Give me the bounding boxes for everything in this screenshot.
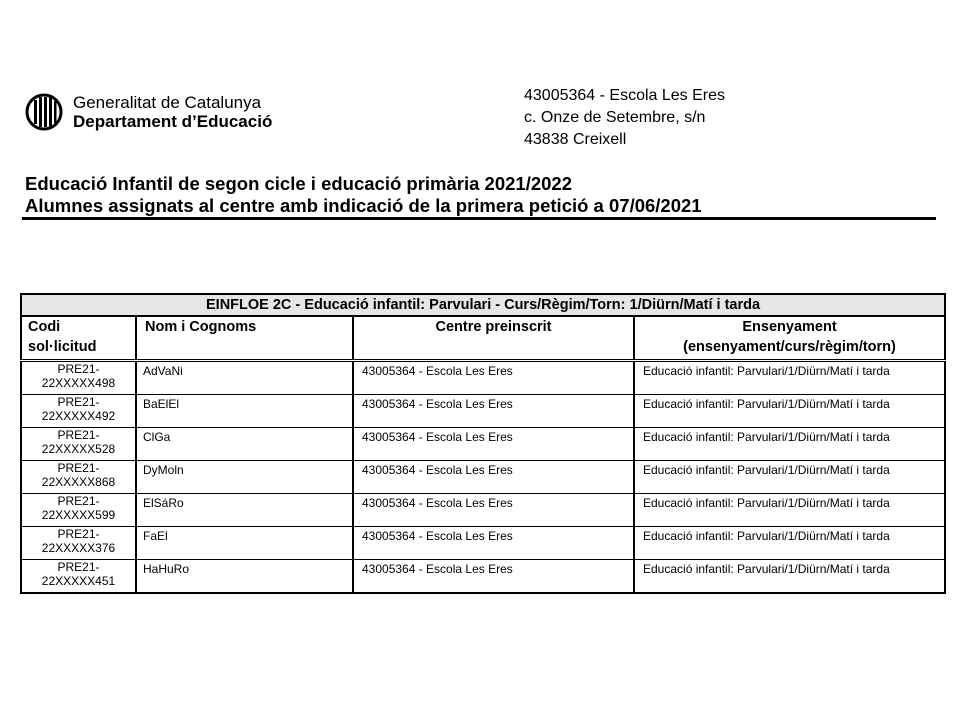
school-street: c. Onze de Setembre, s/n bbox=[524, 109, 706, 126]
cell-code-line2: 22XXXXX451 bbox=[41, 574, 116, 588]
table-row bbox=[21, 428, 945, 461]
cell-code bbox=[21, 527, 136, 560]
school-city: 43838 Creixell bbox=[524, 131, 627, 148]
table-row bbox=[21, 560, 945, 594]
table-row bbox=[21, 395, 945, 428]
table-row bbox=[21, 527, 945, 560]
cell-centre: 43005364 - Escola Les Eres bbox=[353, 395, 634, 428]
cell-code-line1: PRE21- bbox=[57, 362, 100, 376]
cell-name: BaElEl bbox=[136, 395, 353, 428]
document-title bbox=[25, 173, 935, 217]
title-line-1: Educació Infantil de segon cicle i educació primària 2021/2022 bbox=[25, 173, 573, 194]
cell-centre: 43005364 - Escola Les Eres bbox=[353, 428, 634, 461]
school-name: 43005364 - Escola Les Eres bbox=[524, 87, 726, 104]
cell-code-line1: PRE21- bbox=[57, 395, 100, 409]
title-divider bbox=[22, 217, 936, 220]
cell-code bbox=[21, 461, 136, 494]
column-header-ens-line1: Ensenyament bbox=[742, 319, 837, 335]
cell-code bbox=[21, 361, 136, 395]
cell-name: DyMoln bbox=[136, 461, 353, 494]
cell-centre: 43005364 - Escola Les Eres bbox=[353, 461, 634, 494]
cell-code-line2: 22XXXXX868 bbox=[41, 475, 116, 489]
cell-name: HaHuRo bbox=[136, 560, 353, 594]
cell-ensenyament: Educació infantil: Parvulari/1/Diürn/Matí i tarda bbox=[634, 361, 945, 395]
cell-code-line2: 22XXXXX376 bbox=[41, 541, 116, 555]
cell-ensenyament: Educació infantil: Parvulari/1/Diürn/Matí i tarda bbox=[634, 395, 945, 428]
column-header-name: Nom i Cognoms bbox=[136, 316, 353, 361]
cell-code bbox=[21, 428, 136, 461]
cell-code-line2: 22XXXXX492 bbox=[41, 409, 116, 423]
column-header-ensenyament bbox=[634, 316, 945, 361]
cell-ensenyament: Educació infantil: Parvulari/1/Diürn/Matí i tarda bbox=[634, 560, 945, 594]
cell-code-line1: PRE21- bbox=[57, 428, 100, 442]
school-address bbox=[524, 85, 725, 151]
cell-centre: 43005364 - Escola Les Eres bbox=[353, 560, 634, 594]
cell-code bbox=[21, 560, 136, 594]
cell-code-line1: PRE21- bbox=[57, 527, 100, 541]
column-header-code bbox=[21, 316, 136, 361]
cell-code-line1: PRE21- bbox=[57, 461, 100, 475]
cell-name: ElSáRo bbox=[136, 494, 353, 527]
column-header-code-line2: sol·licitud bbox=[28, 339, 97, 355]
org-department: Departament d’Educació bbox=[73, 112, 273, 131]
cell-name: ClGa bbox=[136, 428, 353, 461]
cell-centre: 43005364 - Escola Les Eres bbox=[353, 361, 634, 395]
cell-code bbox=[21, 494, 136, 527]
cell-code-line2: 22XXXXX599 bbox=[41, 508, 116, 522]
cell-ensenyament: Educació infantil: Parvulari/1/Diürn/Matí i tarda bbox=[634, 527, 945, 560]
table-header-row bbox=[21, 316, 945, 361]
students-table bbox=[20, 293, 946, 594]
cell-code-line2: 22XXXXX528 bbox=[41, 442, 116, 456]
cell-code-line2: 22XXXXX498 bbox=[41, 376, 116, 390]
group-header-label: EINFLOE 2C - Educació infantil: Parvulari - Curs/Règim/Torn: 1/Diürn/Matí i tarda bbox=[21, 294, 945, 316]
table-row bbox=[21, 494, 945, 527]
table-group-header bbox=[21, 294, 945, 316]
cell-ensenyament: Educació infantil: Parvulari/1/Diürn/Matí i tarda bbox=[634, 494, 945, 527]
column-header-centre: Centre preinscrit bbox=[353, 316, 634, 361]
org-name: Generalitat de Catalunya bbox=[73, 93, 262, 112]
generalitat-emblem-icon bbox=[25, 93, 63, 131]
org-logo bbox=[25, 93, 272, 131]
cell-name: FaEl bbox=[136, 527, 353, 560]
cell-ensenyament: Educació infantil: Parvulari/1/Diürn/Matí i tarda bbox=[634, 428, 945, 461]
cell-code-line1: PRE21- bbox=[57, 560, 100, 574]
cell-name: AdVaNi bbox=[136, 361, 353, 395]
cell-code bbox=[21, 395, 136, 428]
title-line-2: Alumnes assignats al centre amb indicació de la primera petició a 07/06/2021 bbox=[25, 195, 702, 216]
table-row bbox=[21, 461, 945, 494]
cell-centre: 43005364 - Escola Les Eres bbox=[353, 494, 634, 527]
table-row bbox=[21, 361, 945, 395]
cell-ensenyament: Educació infantil: Parvulari/1/Diürn/Matí i tarda bbox=[634, 461, 945, 494]
cell-code-line1: PRE21- bbox=[57, 494, 100, 508]
column-header-code-line1: Codi bbox=[28, 319, 61, 335]
column-header-ens-line2: (ensenyament/curs/règim/torn) bbox=[683, 339, 896, 355]
cell-centre: 43005364 - Escola Les Eres bbox=[353, 527, 634, 560]
